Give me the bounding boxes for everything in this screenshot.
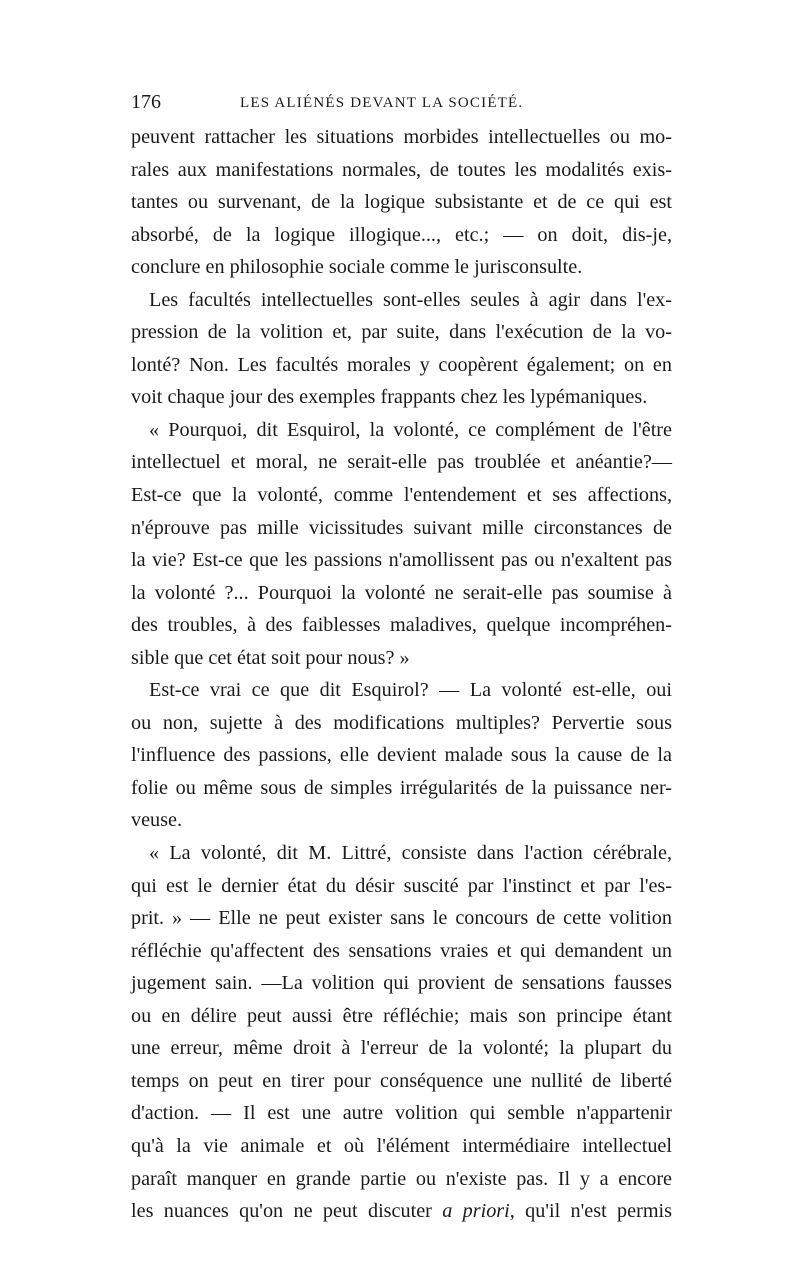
body-text [131, 121, 672, 1228]
text-line: la volonté ?... Pourquoi la volonté ne serait-elle pas soumise à [131, 581, 672, 604]
text-line: temps on peut en tirer pour conséquence une nullité de liberté [131, 1069, 672, 1092]
text-line: veuse. [131, 809, 183, 832]
text-line: qui est le dernier état du désir suscité par l'instinct et par l'es- [131, 874, 672, 897]
last-text-line [131, 1195, 672, 1228]
text-line: n'éprouve pas mille vicissitudes suivant mille circonstances de [131, 516, 672, 539]
text-line: rales aux manifestations normales, de toutes les modalités exis- [131, 158, 672, 181]
text-line: jugement sain. —La volition qui provient de sensations fausses [131, 972, 672, 995]
paragraph-start-line: « La volonté, dit M. Littré, consiste dans l'action cérébrale, [149, 842, 672, 865]
text-line: paraît manquer en grande partie ou n'existe pas. Il y a encore [131, 1167, 672, 1190]
book-page [131, 88, 672, 1228]
text-line: ou non, sujette à des modifications multiples? Pervertie sous [131, 711, 672, 734]
italic-a-priori: a priori [442, 1200, 510, 1223]
text-line: conclure en philosophie sociale comme le jurisconsulte. [131, 256, 583, 279]
text-line: prit. » — Elle ne peut exister sans le concours de cette volition [131, 907, 672, 930]
running-title: LES ALIÉNÉS DEVANT LA SOCIÉTÉ. [240, 95, 524, 111]
text-line: lonté? Non. Les facultés morales y coopèrent également; on en [131, 353, 672, 376]
text-line: Est-ce que la volonté, comme l'entendement et ses affections, [131, 484, 672, 507]
text-line: réfléchie qu'affectent des sensations vraies et qui demandent un [131, 939, 672, 962]
paragraph-start-line: Les facultés intellectuelles sont-elles seules à agir dans l'ex- [149, 288, 672, 311]
text-line: folie ou même sous de simples irrégularités de la puissance ner- [131, 776, 672, 799]
text-line: ou en délire peut aussi être réfléchie; mais son principe étant [131, 1004, 672, 1027]
text-line: peuvent rattacher les situations morbides intellectuelles ou mo- [131, 126, 672, 148]
text-line: qu'à la vie animale et où l'élément intermédiaire intellectuel [131, 1134, 672, 1157]
page-header [131, 88, 672, 116]
text-line: pression de la volition et, par suite, dans l'exécution de la vo- [131, 321, 672, 344]
text-line: une erreur, même droit à l'erreur de la volonté; la plupart du [131, 1037, 672, 1060]
text-line: sible que cet état soit pour nous? » [131, 646, 410, 669]
last-line-text-before: les nuances qu'on ne peut discuter [131, 1200, 443, 1223]
paragraph-start-line: Est-ce vrai ce que dit Esquirol? — La volonté est-elle, oui [149, 679, 672, 702]
text-line: des troubles, à des faiblesses maladives, quelque incompréhen- [131, 614, 672, 637]
text-line: voit chaque jour des exemples frappants chez les lypémaniques. [131, 386, 648, 409]
text-line: absorbé, de la logique illogique..., etc.; — on doit, dis-je, [131, 223, 672, 246]
text-line: la vie? Est-ce que les passions n'amollissent pas ou n'exaltent pas [131, 549, 672, 572]
text-line: d'action. — Il est une autre volition qui semble n'appartenir [131, 1102, 672, 1125]
paragraph-start-line: « Pourquoi, dit Esquirol, la volonté, ce complément de l'être [149, 418, 672, 441]
text-line: tantes ou survenant, de la logique subsistante et de ce qui est [131, 191, 672, 214]
page-number: 176 [131, 91, 161, 113]
text-line: l'influence des passions, elle devient malade sous la cause de la [131, 744, 672, 767]
text-line: intellectuel et moral, ne serait-elle pas troublée et anéantie?— [131, 451, 672, 474]
last-line-text-after: , qu'il n'est permis [509, 1200, 672, 1223]
